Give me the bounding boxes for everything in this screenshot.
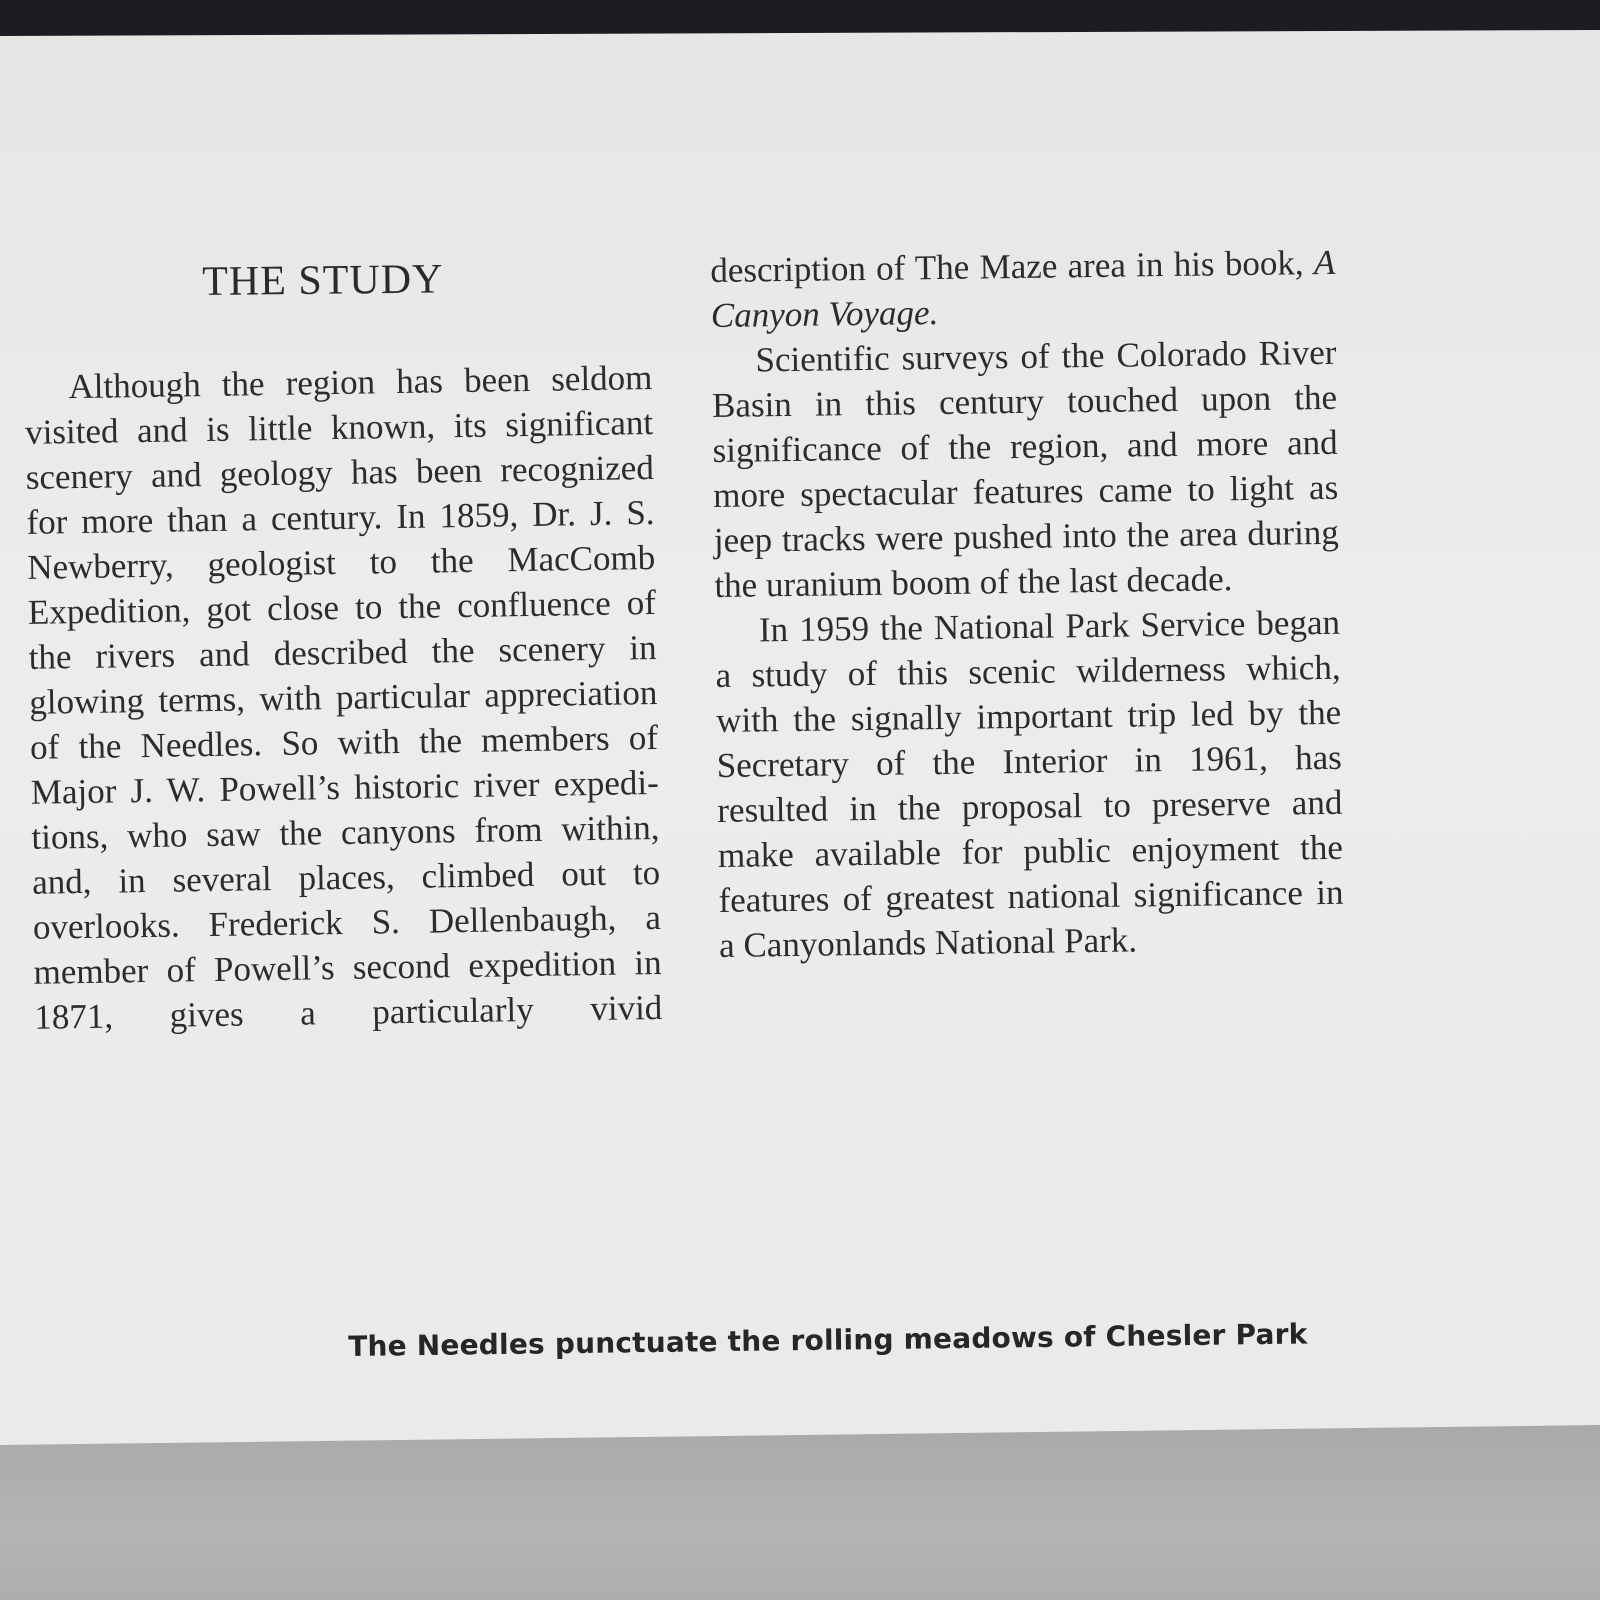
book-title: A Canyon Voyage. xyxy=(710,242,1336,335)
page-below-shadow xyxy=(0,1425,1600,1600)
left-text-column xyxy=(24,355,663,1040)
right-text-column xyxy=(710,240,1344,968)
paragraph-intro: Although the region has been seldom visited and is little known, its significant scenery and geology has been recognized for more than a century. In 1859, Dr. J. S. Newberry, geologist to the MacComb Expedition, got close to the confluence of the rivers and described the scenery in glowing terms, with particular appreciation of the Needles. So with the members of Major J. W. Powell’s historic river expeditions, who saw the canyons from within, and, in several places, climbed out to overlooks. Frederick S. Dellenbaugh, a member of Powell’s second expedition in 1871, gives a particularly vivid xyxy=(24,357,663,1037)
continuation-text: description of The Maze area in his book, xyxy=(710,243,1304,290)
section-heading: THE STUDY xyxy=(202,256,444,305)
paragraph-surveys: Scientific surveys of the Colorado River Basin in this century touched upon the significance of the region, and more and more spectacular features came to light as jeep tracks were pushed into the area during the uranium boom of the last decade. xyxy=(711,332,1340,605)
photo-caption: The Needles punctuate the rolling meadows of Chesler Park xyxy=(348,1317,1308,1363)
paragraph-study: In 1959 the National Park Service began a study of this scenic wilderness which, with the signally important trip led by the Secretary of the Interior in 1961, has resulted in the proposal to preserve and make available for public enjoyment the features of greatest national significance in a Canyonlands National Park. xyxy=(715,602,1344,965)
paragraph-continuation xyxy=(710,240,1336,338)
